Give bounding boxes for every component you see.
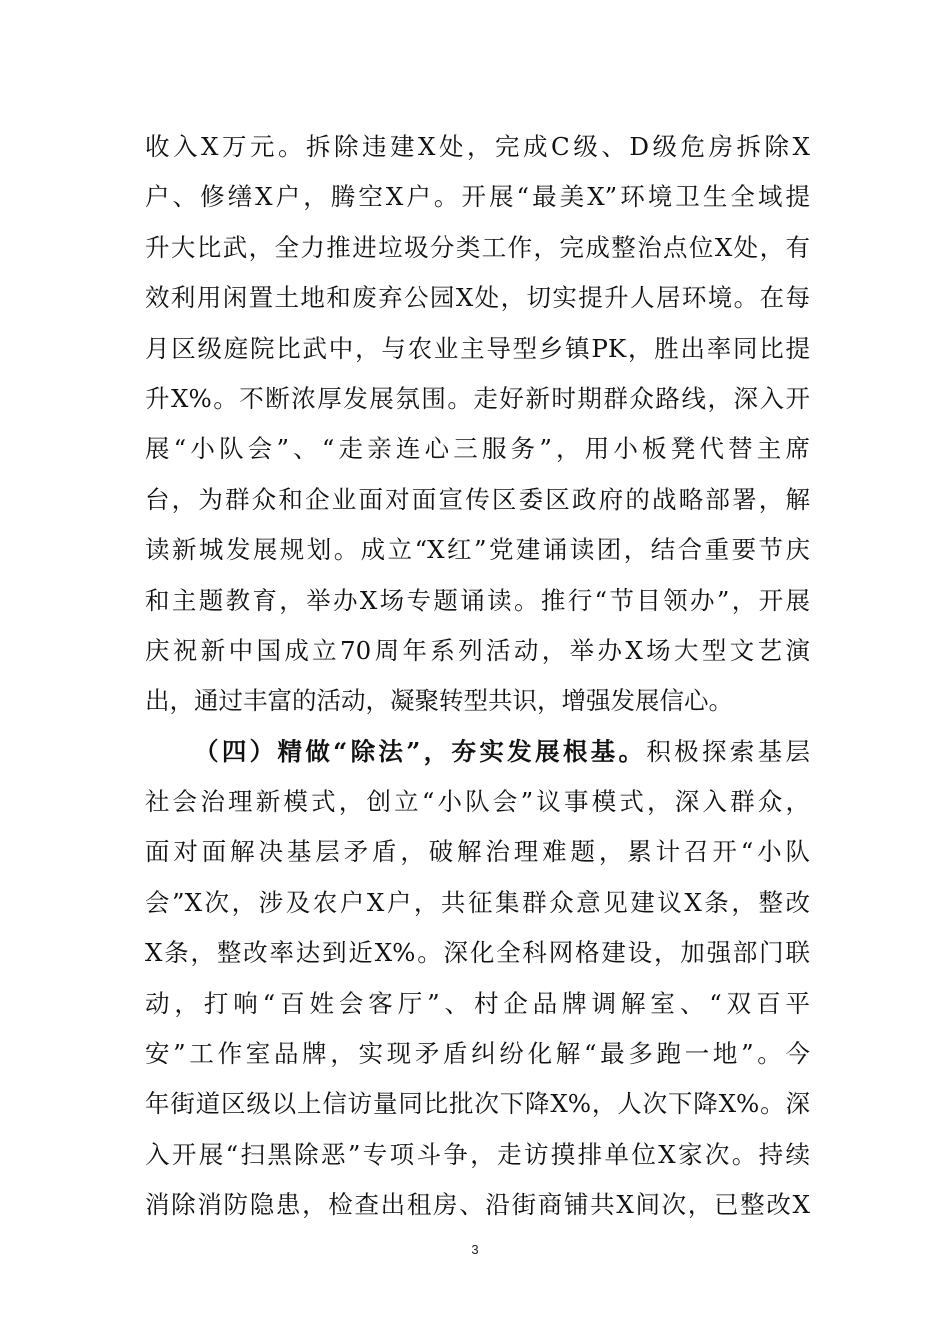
text-line: 月区级庭院比武中，与农业主导型乡镇PK，胜出率同比提 bbox=[145, 333, 810, 363]
text-line: 出，通过丰富的活动，凝聚转型共识，增强发展信心。 bbox=[145, 686, 733, 716]
text-line: 庆祝新中国成立70周年系列活动，举办X场大型文艺演 bbox=[145, 635, 810, 665]
text-line: 升X%。不断浓厚发展氛围。走好新时期群众路线，深入开 bbox=[145, 383, 810, 413]
text-line: 安”工作室品牌，实现矛盾纠纷化解“最多跑一地”。今 bbox=[145, 1039, 810, 1069]
text-line: 读新城发展规划。成立“X红”党建诵读团，结合重要节庆 bbox=[145, 535, 810, 565]
paragraph-governance bbox=[145, 733, 810, 1237]
text-line: 户、修缮X户，腾空X户。开展“最美X”环境卫生全域提 bbox=[145, 182, 810, 212]
section-heading-line bbox=[145, 733, 810, 783]
text-line: X条，整改率达到近X%。深化全科网格建设，加强部门联 bbox=[145, 938, 810, 968]
page-number: 3 bbox=[471, 1242, 479, 1257]
text-line: 收入X万元。拆除违建X处，完成C级、D级危房拆除X bbox=[145, 132, 810, 161]
text-line: 消除消防隐患，检查出租房、沿街商铺共X间次，已整改X bbox=[145, 1190, 810, 1220]
text-line: 年街道区级以上信访量同比批次下降X%，人次下降X%。深 bbox=[145, 1089, 810, 1119]
document-body bbox=[145, 128, 810, 1237]
text-line: 效利用闲置土地和废弃公园X处，切实提升人居环境。在每 bbox=[145, 283, 810, 313]
text-line: 升大比武，全力推进垃圾分类工作，完成整治点位X处，有 bbox=[145, 232, 810, 262]
text-line: 面对面解决基层矛盾，破解治理难题，累计召开“小队 bbox=[145, 837, 810, 867]
heading-line-text: 积极探索基层 bbox=[646, 736, 811, 766]
text-line: 入开展“扫黑除恶”专项斗争，走访摸排单位X家次。持续 bbox=[145, 1139, 810, 1169]
text-line: 社会治理新模式，创立“小队会”议事模式，深入群众， bbox=[145, 787, 810, 817]
text-line: 和主题教育，举办X场专题诵读。推行“节目领办”，开展 bbox=[145, 585, 810, 615]
paragraph-environment bbox=[145, 128, 810, 733]
text-line: 台，为群众和企业面对面宣传区委区政府的战略部署，解 bbox=[145, 484, 810, 514]
section-heading: （四）精做“除法”，夯实发展根基。 bbox=[194, 736, 647, 766]
text-line: 展“小队会”、“走亲连心三服务”，用小板凳代替主席 bbox=[145, 434, 810, 464]
text-line: 动，打响“百姓会客厅”、村企品牌调解室、“双百平 bbox=[145, 988, 810, 1018]
text-line: 会”X次，涉及农户X户，共征集群众意见建议X条，整改 bbox=[145, 887, 810, 917]
